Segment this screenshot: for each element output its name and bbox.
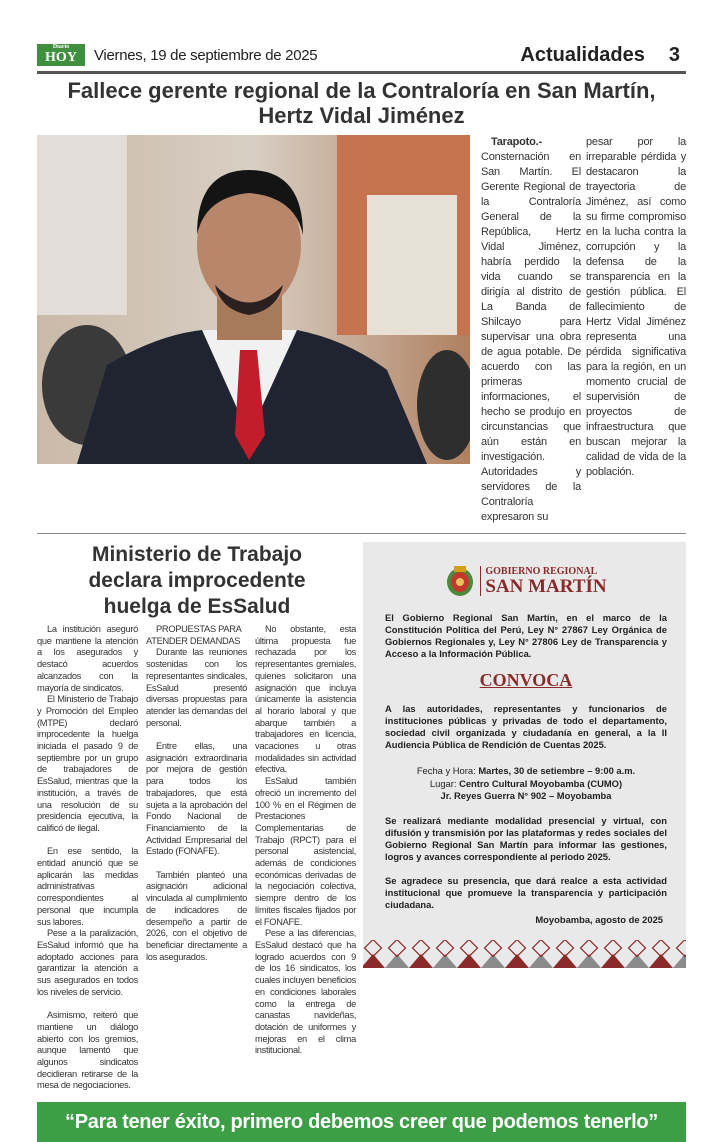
article1-photo: [37, 135, 470, 464]
page-number: 3: [668, 43, 680, 66]
decorative-pattern: [363, 940, 686, 968]
coat-of-arms-icon: [445, 564, 475, 598]
gobierno-regional-logo: GOBIERNO REGIONAL SAN MARTÍN: [385, 564, 667, 598]
article1-headline: Fallece gerente regional de la Contraloría en San Martín, Hertz Vidal Jiménez: [67, 78, 656, 128]
ad-fecha: Fecha y Hora: Martes, 30 de setiembre – 9:00 a.m.: [416, 765, 636, 776]
section-name: Actualidades: [520, 43, 645, 66]
header-rule: [37, 71, 686, 74]
ad-modalidad: Se realizará mediante modalidad presencial y virtual, con difusión y transmisión por las plataformas y redes sociales del Gobierno Regional San Martín para informar las gestiones, logros y avances correspondiente al periodo 2025.: [385, 814, 667, 862]
article2-column-1: La institución aseguró que mantiene la atención a los asegurados y destacó acuerdos alcanzados con la mayoría de sindicatos. El Ministerio de Trabajo y Promoción del Empleo (MTPE) declaró improcedente la huelga iniciada el pasado 9 de septiembre por un grupo de trabajadores de EsSalud, mientras que la institución, a través de una resolución de su presidencia ejecutiva, la calificó de ilegal. En ese sentido, la entidad anunció que se aplicarán las medidas administrativas correspondientes al personal que incumpla sus labores. Pese a la paralización, EsSalud informó que ha adoptado acciones para garantizar la atención a sus asegurados en todos los niveles de servicio. Asimismo, reiteró que mantiene un diálogo abierto con los gremios, aunque lamentó que algunos sindicatos decidieran retirarse de la mesa de negociaciones.: [37, 624, 138, 1091]
ad-body: A las autoridades, representantes y funcionarios de instituciones públicas y privadas de todo el departamento, sociedad civil organizada y ciudadanía en general, a la II Audiencia Pública de Rendición de Cuentas 2025.: [385, 703, 667, 750]
article2: [37, 542, 357, 1092]
article2-columns: [37, 624, 357, 1092]
newspaper-logo: Diario HOY: [37, 44, 85, 66]
article2-headline: Ministerio de Trabajo declara improcedente huelga de EsSalud: [88, 543, 306, 618]
bottom-section: [37, 542, 686, 1092]
article1: [37, 135, 686, 525]
ad-direccion: Jr. Reyes Guerra N° 902 – Moyobamba: [440, 790, 612, 801]
ad-lugar: Lugar: Centro Cultural Moyobamba (CUMO): [429, 777, 623, 789]
ad-intro: El Gobierno Regional San Martín, en el marco de la Constitución Política del Perú, Ley N° 27867 Ley Orgánica de Gobiernos Regionales y, Ley N° 27806 Ley de Transparencia y Acceso a la Información Pública.: [385, 612, 667, 659]
newspaper-page: [37, 0, 686, 1142]
article2-column-3: No obstante, esta última propuesta fue rechazada por los representantes gremiales, quienes solicitaron una asignación que incluya únicamente la asistencia al horario laboral y que abarque también a trabajadores en licencia, vacaciones u otras modalidades sin actividad efectiva. EsSalud también ofreció un incremento del 100 % en el Régimen de Prestaciones Complementarias de Trabajo (RPCT) para el personal asistencial, además de condiciones económicas derivadas de la negociación colectiva, siempre dentro de los límites fiscales fijados por el FONAFE. Pese a las diferencias, EsSalud destacó que ha logrado acuerdos con 9 de los 16 sindicatos, los cuales incluyen beneficios en condiciones laborales como la entrega de canastas navideñas, dotación de uniformes y mejoras en el clima institucional.: [255, 624, 356, 1056]
article1-column-1: Tarapoto.- Consternación en San Martín. El Gerente Regional de la Contraloría General de la República, Hertz Vidal Jiménez, habría perdido la vida cuando se dirigía al distrito de La Banda de Shilcayo para supervisar una obra de agua potable. De acuerdo con las primeras informaciones, el hecho se produjo en circunstancias que aún están en investigación. Autoridades y servidores de la Contraloría expresaron su: [481, 136, 581, 523]
ad-signature: Moyobamba, agosto de 2025: [535, 913, 663, 925]
quote-banner: “Para tener éxito, primero debemos creer que podemos tenerlo”: [37, 1102, 686, 1142]
article1-column-2: pesar por la irreparable pérdida y destacaron la trayectoria de Jiménez, así como su firme compromiso en la lucha contra la corrupción y la defensa de la transparencia en la gestión pública. El fallecimiento de Hertz Vidal Jiménez representa una pérdida significativa para la región, en un momento crucial de supervisión de proyectos de infraestructura que buscan mejorar la calidad de vida de la población.: [586, 136, 686, 478]
subheading: PROPUESTAS PARA ATENDER DEMANDAS: [146, 624, 242, 646]
ad-convoca-title: CONVOCA: [479, 670, 573, 690]
ad-agradecimiento: Se agradece su presencia, que dará realce a esta actividad institucional que promueve la transparencia y participación ciudadana.: [385, 874, 667, 910]
issue-date: Viernes, 19 de septiembre de 2025: [94, 46, 318, 64]
article2-column-2: PROPUESTAS PARA ATENDER DEMANDAS Durante las reuniones sostenidas con los representantes sindicales, EsSalud presentó diversas propuestas para atender las demandas del personal. Entre ellas, una asignación extraordinaria por mejora de gestión para todos los trabajadores, que está sujeta a la aprobación del Fondo Nacional de Financiamiento de la Actividad Empresarial del Estado (FONAFE). También planteó una asignación adicional vinculada al cumplimiento de indicadores de desempeño a partir de 2026, con el objetivo de beneficiar directamente a los asegurados.: [146, 624, 247, 962]
page-header: [37, 43, 686, 67]
section-divider: [37, 533, 686, 534]
government-notice-ad: [363, 542, 686, 968]
